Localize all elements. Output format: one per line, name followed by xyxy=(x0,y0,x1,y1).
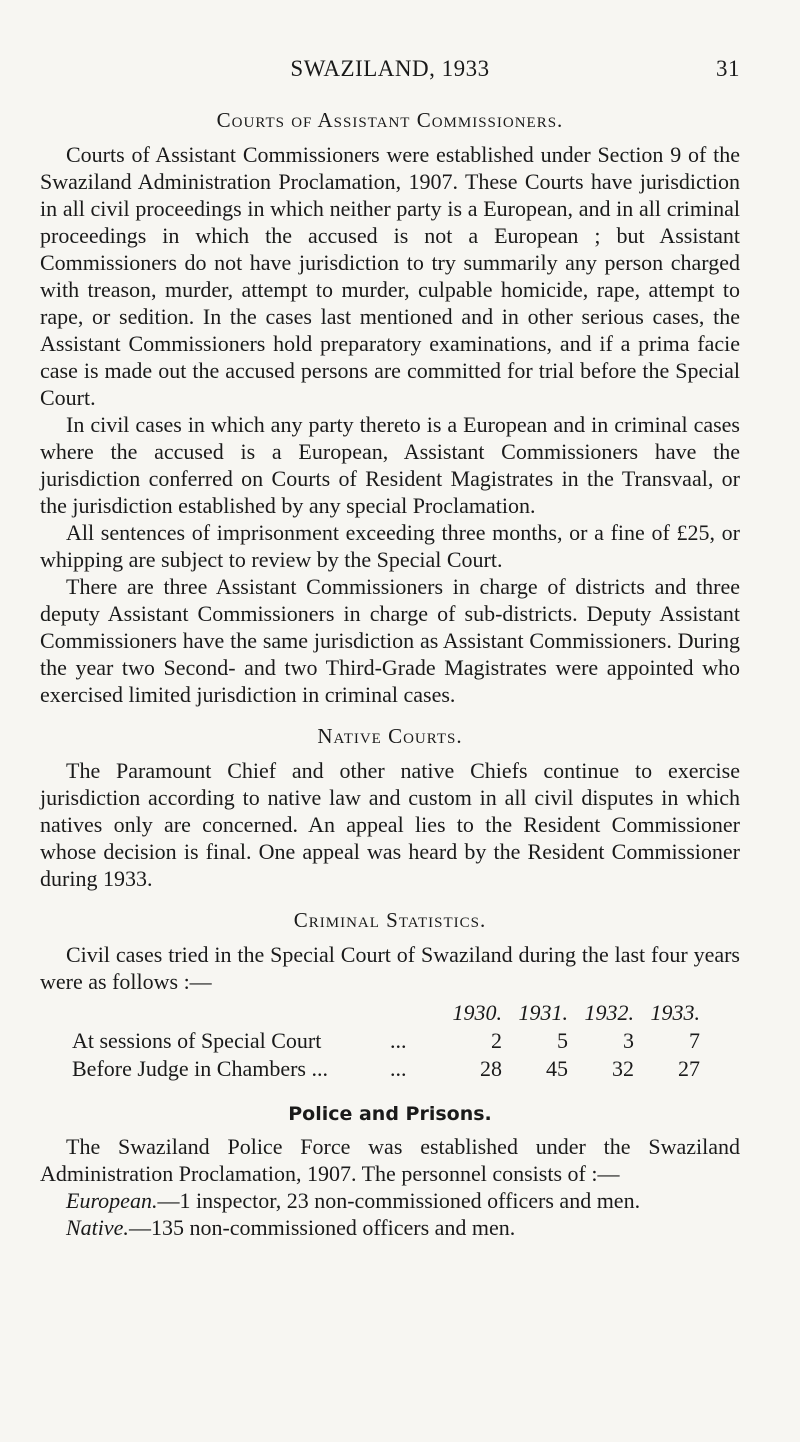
year-header: 1931. xyxy=(518,1000,568,1025)
section-criminal-statistics xyxy=(40,908,740,1083)
paragraph: Courts of Assistant Commissioners were established under Section 9 of the Swaziland Administration Proclamation, 1907. These Courts have jurisdiction in all civil proceedings in which neither party is a European, and in all criminal proceedings in which the accused is not a European ; but Assistant Commissioners do not have jurisdiction to try summarily any person charged with treason, murder, attempt to murder, culpable homicide, rape, attempt to rape, or sedition. In the cases last mentioned and in other serious cases, the Assistant Commissioners hold preparatory examinations, and if a prima facie case is made out the accused persons are committed for trial before the Special Court. xyxy=(40,142,740,410)
row-label: Before Judge in Chambers ... xyxy=(72,1056,328,1081)
table-header-row xyxy=(40,999,700,1027)
table-cell: 32 xyxy=(612,1056,634,1081)
year-header: 1932. xyxy=(584,1000,634,1025)
table-cell: 28 xyxy=(480,1056,502,1081)
section-police xyxy=(40,1103,740,1241)
table-cell: 27 xyxy=(678,1056,700,1081)
native-label: Native. xyxy=(66,1215,129,1240)
native-text: —135 non-commissioned officers and men. xyxy=(128,1215,516,1240)
year-header: 1930. xyxy=(452,1000,502,1025)
table-cell: 5 xyxy=(557,1028,568,1053)
european-text: —1 inspector, 23 non-commissioned officers and men. xyxy=(157,1188,641,1213)
paragraph-native xyxy=(40,1214,740,1241)
table-cell: 7 xyxy=(689,1028,700,1053)
heading-police: Police and Prisons. xyxy=(288,1103,492,1125)
paragraph: In civil cases in which any party thereto is a European and in criminal cases where the accused is a European, Assistant Commissioners have the jurisdiction conferred on Courts of Resident Magistrates in the Transvaal, or the jurisdiction established by any special Proclamation. xyxy=(40,412,740,518)
table-cell: 3 xyxy=(623,1028,634,1053)
section-native-courts xyxy=(40,724,740,892)
european-label: European. xyxy=(66,1188,158,1213)
heading-criminal-statistics: Criminal Statistics. xyxy=(293,908,487,932)
paragraph: The Swaziland Police Force was established under the Swaziland Administration Proclamation, 1907. The personnel consists of :— xyxy=(40,1134,740,1186)
heading-assistant-courts: Courts of Assistant Commissioners. xyxy=(216,108,564,132)
table-cell: 2 xyxy=(491,1028,502,1053)
table-row xyxy=(40,1055,700,1083)
statistics-table xyxy=(40,999,700,1083)
year-header: 1933. xyxy=(650,1000,700,1025)
heading-native-courts: Native Courts. xyxy=(317,724,463,748)
running-header xyxy=(40,56,740,92)
leader-dots: ... xyxy=(390,1028,407,1053)
paragraph: The Paramount Chief and other native Chiefs continue to exercise jurisdiction according to native law and custom in all civil disputes in which natives only are concerned. An appeal lies to the Resident Commissioner whose decision is final. One appeal was heard by the Resident Commissioner during 1933. xyxy=(40,758,740,891)
row-label: At sessions of Special Court xyxy=(72,1028,322,1053)
leader-dots: ... xyxy=(390,1056,407,1081)
table-row xyxy=(40,1027,700,1055)
running-title: SWAZILAND, 1933 xyxy=(290,56,490,81)
page-number: 31 xyxy=(716,56,740,81)
paragraph: All sentences of imprisonment exceeding three months, or a fine of £25, or whipping are subject to review by the Special Court. xyxy=(40,520,740,572)
paragraph: Civil cases tried in the Special Court of Swaziland during the last four years were as follows :— xyxy=(40,942,740,994)
paragraph: There are three Assistant Commissioners in charge of districts and three deputy Assistant Commissioners in charge of sub-districts. Deputy Assistant Commissioners have the same jurisdiction as Assistant Commissioners. During the year two Second- and two Third-Grade Magistrates were appointed who exercised limited jurisdiction in criminal cases. xyxy=(40,574,740,707)
section-assistant-courts xyxy=(40,108,740,708)
table-cell: 45 xyxy=(546,1056,568,1081)
paragraph-european xyxy=(40,1187,740,1214)
